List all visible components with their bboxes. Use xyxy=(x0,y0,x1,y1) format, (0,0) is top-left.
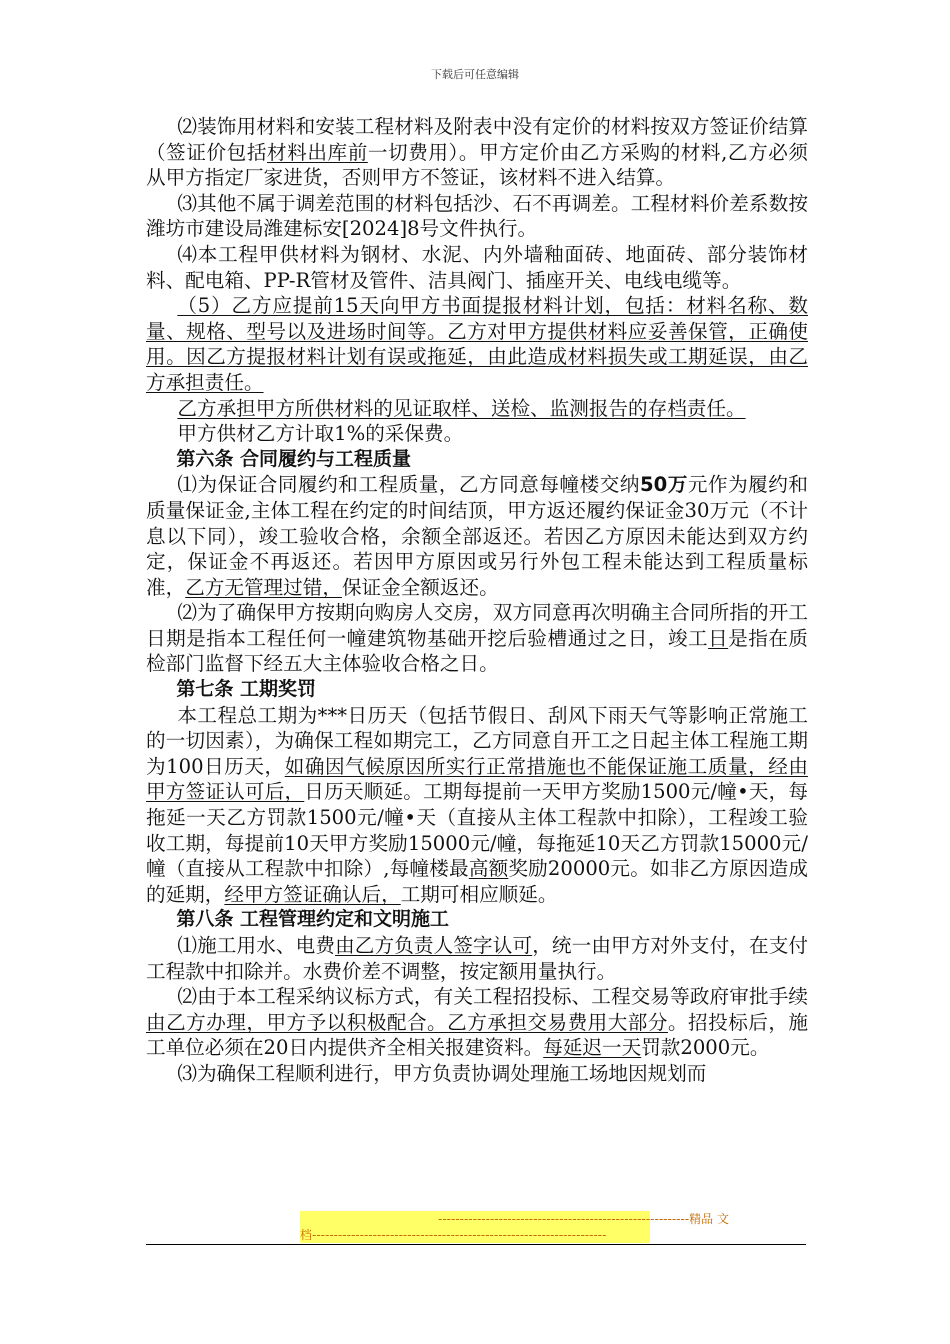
page-header: 下载后可任意编辑 xyxy=(431,68,519,81)
paragraph-material-plan: （5）乙方应提前15天向甲方书面提报材料计划，包括：材料名称、数量、规格、型号以及进场时间等。乙方对甲方提供材料应妥善保管，正确使用。因乙方提报材料计划有误或拖延，由此造成材料损失或工期延误，由乙方承担责任。 xyxy=(146,294,808,394)
article-6-heading: 第六条 合同履约与工程质量 xyxy=(176,447,412,470)
footer-line-2: 档-------------------------------------------------------------------- xyxy=(300,1228,607,1242)
paragraph-price-adjustment: ⑶其他不属于调差范围的材料包括沙、石不再调差。工程材料价差系数按潍坊市建设局潍建标安[2024]8号文件执行。 xyxy=(146,191,808,241)
document-body xyxy=(146,114,808,1087)
paragraph-performance-bond: ⑴为保证合同履约和工程质量，乙方同意每幢楼交纳50万元作为履约和质量保证金,主体工程在约定的时间结顶，甲方返还履约保证金30万元（不计息以下同），竣工验收合格，余额全部返还。若因乙方原因未能达到双方约定，保证金不再返还。若因甲方原因或另行外包工程未能达到工程质量标准，乙方无管理过错，保证金全额返还。 xyxy=(146,473,808,599)
paragraph-sampling-responsibility: 乙方承担甲方所供材料的见证取样、送检、监测报告的存档责任。 xyxy=(177,396,746,420)
paragraph-supplied-materials: ⑷本工程甲供材料为钢材、水泥、内外墙釉面砖、地面砖、部分装饰材料、配电箱、PP-R管材及管件、洁具阀门、插座开关、电线电缆等。 xyxy=(146,242,808,292)
article-7-heading: 第七条 工期奖罚 xyxy=(176,678,317,701)
footer-line-1: ----------------------------------------------------------精品 文 xyxy=(438,1212,729,1226)
paragraph-utilities: ⑴施工用水、电费由乙方负责人签字认可，统一由甲方对外支付，在支付工程款中扣除并。水费价差不调整，按定额用量执行。 xyxy=(146,934,809,983)
paragraph-schedule-rewards: 本工程总工期为***日历天（包括节假日、刮风下雨天气等影响正常施工的一切因素），为确保工程如期完工，乙方同意自开工之日起主体工程施工期为100日历天，如确因气候原因所实行正常措施也不能保证施工质量，经由甲方签证认可后，日历天顺延。工期每提前一天甲方奖励1500元/幢•天，每拖延一天乙方罚款1500元/幢•天（直接从主体工程款中扣除），工程竣工验收工期，每提前10天甲方奖励15000元/幢，每拖延10天乙方罚款15000元/幢（直接从工程款中扣除）,每幢楼最高额奖励20000元。如非乙方原因造成的延期，经甲方签证确认后，工期可相应顺延。 xyxy=(146,703,809,906)
paragraph-materials-settlement: ⑵装饰用材料和安装工程材料及附表中没有定价的材料按双方签证价结算（签证价包括材料出库前一切费用）。甲方定价由乙方采购的材料,乙方必须从甲方指定厂家进货，否则甲方不签证，该材料不进入结算。 xyxy=(146,115,808,190)
paragraph-procurement-fee: 甲方供材乙方计取1%的采保费。 xyxy=(177,422,464,446)
paragraph-site-coordination: ⑶为确保工程顺利进行，甲方负责协调处理施工场地因规划而 xyxy=(177,1061,707,1085)
paragraph-bidding: ⑵由于本工程采纳议标方式，有关工程招投标、工程交易等政府审批手续由乙方办理，甲方予以积极配合。乙方承担交易费用大部分。招投标后，施工单位必须在20日内提供齐全相关报建资料。每延迟一天罚款2000元。 xyxy=(146,985,809,1060)
article-8-heading: 第八条 工程管理约定和文明施工 xyxy=(176,908,450,931)
paragraph-start-date: ⑵为了确保甲方按期向购房人交房，双方同意再次明确主合同所指的开工日期是指本工程任何一幢建筑物基础开挖后验槽通过之日，竣工日是指在质检部门监督下经五大主体验收合格之日。 xyxy=(146,601,809,676)
footer-rule xyxy=(146,1244,806,1245)
footer-watermark xyxy=(300,1211,729,1243)
